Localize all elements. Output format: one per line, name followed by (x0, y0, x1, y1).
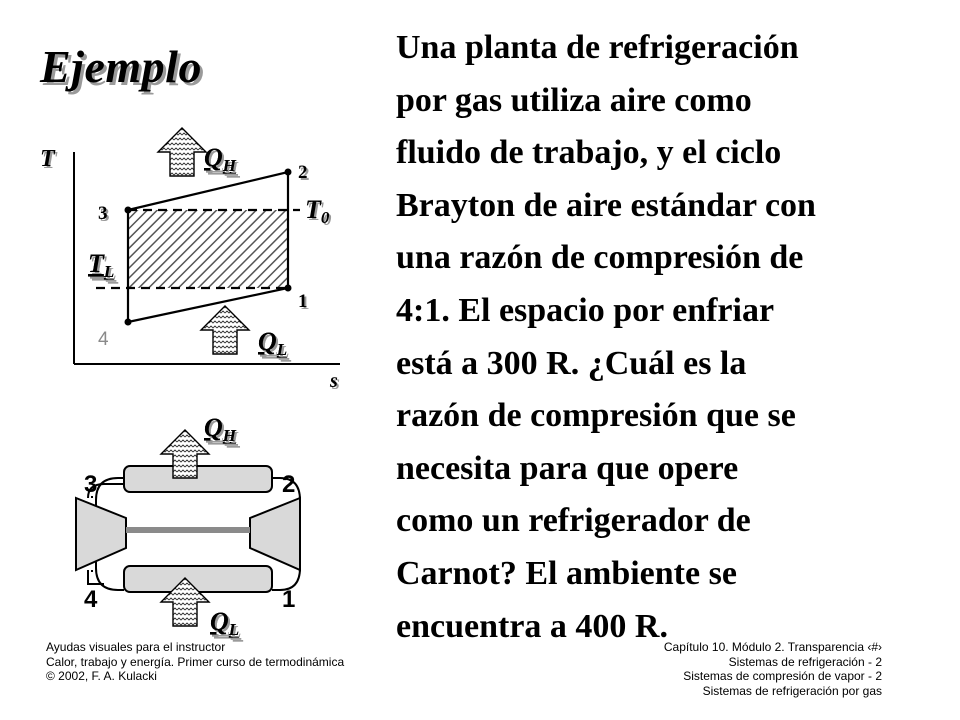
footer-line: Ayudas visuales para el instructor (46, 640, 226, 654)
heat-out-arrow-icon (158, 128, 206, 176)
point-label-4: 4 (98, 329, 109, 350)
problem-line: está a 300 R. ¿Cuál es la (396, 344, 747, 382)
state-label-2: 2 (282, 471, 296, 498)
point-label-3: 3 (98, 203, 108, 224)
footer-left (46, 640, 344, 684)
point-label-1: 1 (298, 291, 308, 312)
footer-line: Calor, trabajo y energía. Primer curso de termodinámica (46, 654, 345, 669)
problem-line: encuentra a 400 R. (396, 607, 668, 645)
footer-line: Sistemas de refrigeración por gas (702, 683, 882, 698)
t-axis-label: T (40, 146, 55, 172)
state-label-4: 4 (84, 586, 98, 613)
state-point-3 (125, 207, 132, 214)
footer-right (664, 640, 882, 698)
turbine (76, 498, 126, 570)
problem-line: una razón de compresión de (396, 239, 804, 277)
problem-line: como un refrigerador de (396, 502, 751, 540)
problem-line: 4:1. El espacio por enfriar (396, 291, 775, 329)
problem-line: razón de compresión que se (396, 397, 796, 435)
problem-line: por gas utiliza aire como (396, 81, 752, 119)
problem-line: Brayton de aire estándar con (396, 186, 816, 224)
ql-label: QL (258, 327, 288, 359)
heat-rejection-exchanger (124, 466, 272, 492)
problem-line: necesita para que opere (396, 449, 739, 487)
footer-line: Sistemas de compresión de vapor - 2 (683, 669, 882, 683)
state-point-1 (285, 285, 292, 292)
state-point-4 (125, 319, 132, 326)
qh-label: QH (204, 143, 237, 175)
refrigerated-space-exchanger (124, 566, 272, 592)
cycle-schematic (76, 413, 300, 639)
compressor (250, 498, 300, 570)
qh-label: QH (204, 413, 237, 445)
footer-line: Sistemas de refrigeración - 2 (728, 654, 882, 669)
footer-line: Capítulo 10. Módulo 2. Transparencia ‹#› (663, 640, 882, 654)
tl-label: TL (88, 249, 115, 281)
state-label-1: 1 (282, 586, 296, 613)
heat-in-arrow-icon (201, 306, 249, 354)
ts-diagram (40, 128, 340, 392)
page-title: Ejemplo (40, 41, 202, 92)
problem-line: fluido de trabajo, y el ciclo (396, 134, 782, 172)
problem-line: Carnot? El ambiente se (396, 554, 737, 592)
problem-line: Una planta de refrigeración (396, 29, 799, 66)
shaft (126, 527, 250, 533)
point-label-2: 2 (298, 162, 308, 183)
state-label-3: 3 (84, 471, 98, 498)
state-point-2 (285, 169, 292, 176)
carnot-region (128, 210, 288, 288)
ql-label: QL (210, 607, 240, 639)
t0-label: T0 (305, 195, 330, 227)
s-axis-label: s (330, 370, 338, 392)
footer-line: © 2002, F. A. Kulacki (46, 669, 157, 683)
